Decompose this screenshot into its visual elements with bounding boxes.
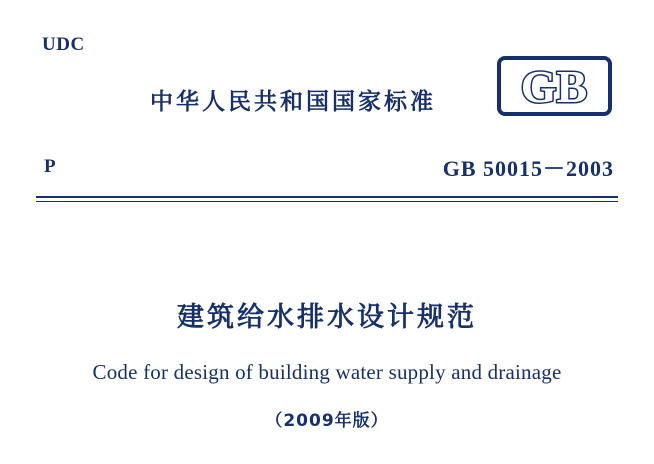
svg-text:GB: GB [520,61,588,112]
cover-header [0,0,654,181]
standard-number: GB 50015－2003 [442,156,614,181]
chinese-organization-title: 中华人民共和国国家标准 [150,89,436,115]
gb-standard-logo-icon [497,56,612,116]
divider-rule-thin [36,201,618,202]
page-title: 建筑给水排水设计规范 [177,302,477,333]
divider-rule-thick [36,196,618,198]
page-title-english: Code for design of building water supply and drainage [92,360,562,384]
udc-label: UDC [42,34,85,55]
edition-label: （2009年版） [265,411,389,431]
p-classification-label: P [44,156,56,177]
